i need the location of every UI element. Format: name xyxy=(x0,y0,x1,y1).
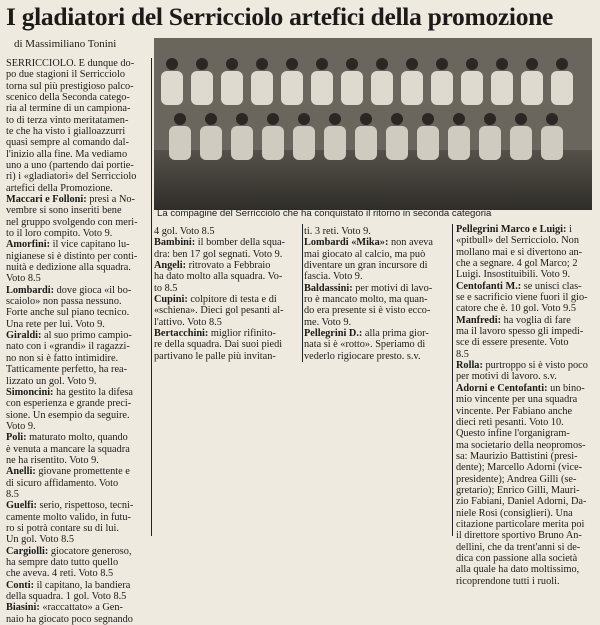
player-head xyxy=(286,58,298,70)
text-line: mollano mai e si divertono an- xyxy=(456,246,583,258)
player-head xyxy=(226,58,238,70)
text-line: ricoprendone tutti i ruoli. xyxy=(456,575,560,587)
column-4 xyxy=(456,224,596,587)
text-line: che aveva. 4 reti. Voto 8.5 xyxy=(6,568,114,580)
text-line: che a segnare. 4 gol Marco; 2 xyxy=(456,258,578,270)
text-line: po due stagioni il Serricciolo xyxy=(6,69,125,81)
player-head xyxy=(406,58,418,70)
player-body xyxy=(200,126,222,160)
player-body xyxy=(417,126,439,160)
text-line: sa: Maurizio Battistini (presi- xyxy=(456,450,578,462)
text-line: Adorni e Centofanti: un bino- xyxy=(456,382,585,394)
player-head xyxy=(256,58,268,70)
text-line: fascia. Voto 9. xyxy=(304,271,363,283)
text-line: nuità e dedizione alla squadra. xyxy=(6,262,131,274)
column-1 xyxy=(6,194,148,625)
player-body xyxy=(479,126,501,160)
player-head xyxy=(422,113,434,125)
text-line: «pitbull» del Serricciolo. Non xyxy=(456,235,579,247)
text-line: scenico della Seconda catego- xyxy=(6,92,130,104)
text-line: dica con passione alla società xyxy=(456,552,578,564)
text-line: Guelfi: serio, rispettoso, tecni- xyxy=(6,500,134,512)
player-body xyxy=(401,71,423,105)
text-line: to il loro compito. Voto 9. xyxy=(6,228,113,240)
headline: I gladiatori del Serricciolo artefici della promozione xyxy=(6,2,554,31)
text-line: ro è mancato molto, ma quan- xyxy=(304,294,428,306)
text-line: 4 gol. Voto 8.5 xyxy=(154,226,215,237)
text-line: gretario); Enrico Gilli, Mauri- xyxy=(456,484,580,496)
text-line: lizzato un gol. Voto 9. xyxy=(6,375,97,387)
text-line: vederlo rigiocare presto. s.v. xyxy=(304,350,421,362)
text-line: naio ha giocato poco segnando xyxy=(6,613,133,625)
text-line: alla quale ha dato moltissimo, xyxy=(456,564,580,576)
player-body xyxy=(262,126,284,160)
text-line: il direttore sportivo Bruno An- xyxy=(456,530,582,542)
player-head xyxy=(496,58,508,70)
player-head xyxy=(556,58,568,70)
player-head xyxy=(267,113,279,125)
text-line: ma il lavoro spesso gli impedi- xyxy=(456,326,584,338)
player-body xyxy=(510,126,532,160)
player-head xyxy=(166,58,178,70)
text-line: di sicuro affidamento. Voto xyxy=(6,477,119,489)
player-head xyxy=(436,58,448,70)
column-2 xyxy=(154,226,302,362)
player-body xyxy=(311,71,333,105)
text-line: nata si è «rotto». Speriamo di xyxy=(304,339,426,351)
player-body xyxy=(169,126,191,160)
player-head xyxy=(205,113,217,125)
player-head xyxy=(329,113,341,125)
text-line: camente molto valido, in futu- xyxy=(6,511,131,523)
player-body xyxy=(341,71,363,105)
text-line: Voto 8.5 xyxy=(6,273,41,285)
text-line: Giraldi: al suo primo campio- xyxy=(6,330,132,342)
player-head xyxy=(346,58,358,70)
text-line: scaiolo» non passa nessuno. xyxy=(6,296,122,308)
text-line: re della squadra. Dai suoi piedi xyxy=(154,339,283,351)
player-body xyxy=(541,126,563,160)
text-line: l'inizio alla fine. Ma vediamo xyxy=(6,148,128,160)
text-line: partivano le palle più invitan- xyxy=(154,350,276,362)
text-line: te che ha visto i gialloazzurri xyxy=(6,126,126,138)
text-line: Questo infine l'organigram- xyxy=(456,428,570,440)
text-line: ha dato molto alla squadra. Vo- xyxy=(154,271,283,283)
text-line: Bertacchini: miglior rifinito- xyxy=(154,328,276,340)
text-line: niele Rosi (consiglieri). Una xyxy=(456,507,573,519)
text-line: sce di essere presente. Voto xyxy=(456,337,569,349)
text-line: SERRICCIOLO. E dunque do- xyxy=(6,58,135,69)
text-line: vincente. Per Fabiano anche xyxy=(456,405,573,417)
player-body xyxy=(371,71,393,105)
column-divider xyxy=(452,224,453,536)
text-line: to di terza vinto meritatamen- xyxy=(6,114,129,126)
text-line: Lombardi «Mika»: non aveva xyxy=(304,237,433,249)
text-line: Centofanti M.: se unisci clas- xyxy=(456,280,582,292)
player-body xyxy=(191,71,213,105)
text-line: Voto 9. xyxy=(6,420,36,432)
player-body xyxy=(281,71,303,105)
text-line: torna sul più prestigioso palco- xyxy=(6,80,134,92)
text-line: presidente); Andrea Gilli (se- xyxy=(456,473,577,485)
text-line: zio Fabiani, Daniel Adorni, Da- xyxy=(456,496,587,508)
column-3 xyxy=(304,226,450,362)
text-line: nigianese si è distinto per conti- xyxy=(6,250,138,262)
text-line: Baldassini: per motivi di lavo- xyxy=(304,282,433,294)
text-line: Luigi. Insostituibili. Voto 9. xyxy=(456,269,571,281)
player-head xyxy=(360,113,372,125)
text-line: 8.5 xyxy=(456,348,469,360)
player-head xyxy=(236,113,248,125)
player-body xyxy=(386,126,408,160)
text-line: no non si è fatto intimidire. xyxy=(6,352,119,364)
text-line: Biasini: «raccattato» a Gen- xyxy=(6,602,123,614)
player-head xyxy=(174,113,186,125)
player-body xyxy=(231,126,253,160)
player-head xyxy=(453,113,465,125)
text-line: ro si potrà contare su di lui. xyxy=(6,522,119,534)
text-line: nel gruppo svolgendo con meri- xyxy=(6,216,138,228)
text-line: con esperienza e grande preci- xyxy=(6,398,132,410)
text-line: Forte anche sul piano tecnico. xyxy=(6,307,130,319)
text-line: ma societario della neopromos- xyxy=(456,439,586,451)
player-body xyxy=(251,71,273,105)
player-body xyxy=(355,126,377,160)
text-line: Manfredi: ha voglia di fare xyxy=(456,314,571,326)
photo-caption: La compagine del Serricciolo che ha conquistato il ritorno in seconda categoria xyxy=(157,208,492,219)
player-head xyxy=(484,113,496,125)
text-line: me. Voto 9. xyxy=(304,316,352,328)
text-line: Anelli: giovane promettente e xyxy=(6,466,130,478)
text-line: della squadra. 1 gol. Voto 8.5 xyxy=(6,591,127,603)
text-line: citazione particolare merita poi xyxy=(456,518,585,530)
player-body xyxy=(324,126,346,160)
player-body xyxy=(448,126,470,160)
text-line: 8.5 xyxy=(6,488,19,500)
column-divider xyxy=(302,224,303,362)
text-line: do era presente si è visto ecco- xyxy=(304,305,431,317)
player-body xyxy=(551,71,573,105)
text-line: dra: ben 17 gol segnati. Voto 9. xyxy=(154,248,283,260)
player-body xyxy=(431,71,453,105)
player-body xyxy=(521,71,543,105)
text-line: ti. 3 reti. Voto 9. xyxy=(304,226,371,237)
text-line: Un gol. Voto 8.5 xyxy=(6,534,74,546)
player-head xyxy=(316,58,328,70)
text-line: dellini, che da trent'anni si de- xyxy=(456,541,581,553)
text-line: diventare un gran incursore di xyxy=(304,260,428,272)
text-line: Cargiolli: giocatore generoso, xyxy=(6,545,132,557)
text-line: «schiena». Dieci gol pesanti al- xyxy=(154,305,284,317)
text-line: uno a uno (partendo dai portie- xyxy=(6,160,134,172)
player-head xyxy=(298,113,310,125)
text-line: Bambini: il bomber della squa- xyxy=(154,237,285,249)
text-line: mai giocato al calcio, ma può xyxy=(304,248,426,260)
text-line: ri) i «gladiatori» del Serricciolo xyxy=(6,171,137,183)
player-body xyxy=(491,71,513,105)
text-line: Amorfini: il vice capitano lu- xyxy=(6,239,130,251)
text-line: vembre si sono inseriti bene xyxy=(6,205,122,217)
text-line: Rolla: purtroppo si è visto poco xyxy=(456,360,588,372)
column-1-top xyxy=(6,58,148,194)
text-line: artefici della Promozione. xyxy=(6,182,113,194)
text-line: Tatticamente perfetto, ha rea- xyxy=(6,364,128,376)
text-line: sione. Un esempio da seguire. xyxy=(6,409,130,421)
text-line: se e sacrificio viene fuori il gio- xyxy=(456,292,588,304)
column-divider xyxy=(151,58,152,536)
player-head xyxy=(546,113,558,125)
text-line: nato con i «grandi» il ragazzi- xyxy=(6,341,130,353)
text-line: Una rete per lui. Voto 9. xyxy=(6,318,105,330)
text-line: Pellegrini D.: alla prima gior- xyxy=(304,328,429,340)
team-photo xyxy=(154,38,592,210)
player-body xyxy=(221,71,243,105)
text-line: Cupini: colpitore di testa e di xyxy=(154,294,277,306)
player-head xyxy=(526,58,538,70)
player-head xyxy=(515,113,527,125)
text-line: Angeli: ritrovato a Febbraio xyxy=(154,260,271,272)
text-line: Conti: il capitano, la bandiera xyxy=(6,579,131,591)
player-head xyxy=(196,58,208,70)
text-line: Poli: maturato molto, quando xyxy=(6,432,128,444)
text-line: ria al termine di un campiona- xyxy=(6,103,131,115)
text-line: mio vincente per una squadra xyxy=(456,394,578,406)
player-head xyxy=(376,58,388,70)
text-line: per motivi di lavoro. s.v. xyxy=(456,371,557,383)
text-line: ha sempre dato tutto quello xyxy=(6,557,119,568)
byline: di Massimiliano Tonini xyxy=(14,38,117,50)
text-line: dieci reti pesanti. Voto 10. xyxy=(456,416,564,428)
text-line: Simoncini: ha gestito la difesa xyxy=(6,386,133,398)
text-line: è venuta a mancare la squadra xyxy=(6,443,130,455)
text-line: l'attivo. Voto 8.5 xyxy=(154,316,222,328)
text-line: ne ha risentito. Voto 9. xyxy=(6,454,99,466)
player-head xyxy=(391,113,403,125)
text-line: Pellegrini Marco e Luigi: i xyxy=(456,224,572,235)
text-line: dente); Marcello Adorni (vice- xyxy=(456,462,583,474)
text-line: catore che è. 10 gol. Voto 9.5 xyxy=(456,303,577,315)
player-body xyxy=(461,71,483,105)
player-head xyxy=(466,58,478,70)
player-body xyxy=(293,126,315,160)
text-line: quasi sempre al comando dal- xyxy=(6,137,129,149)
player-body xyxy=(161,71,183,105)
text-line: Lombardi: dove gioca «il bo- xyxy=(6,284,132,296)
text-line: to 8.5 xyxy=(154,282,178,294)
text-line: Maccari e Folloni: presi a No- xyxy=(6,194,135,205)
